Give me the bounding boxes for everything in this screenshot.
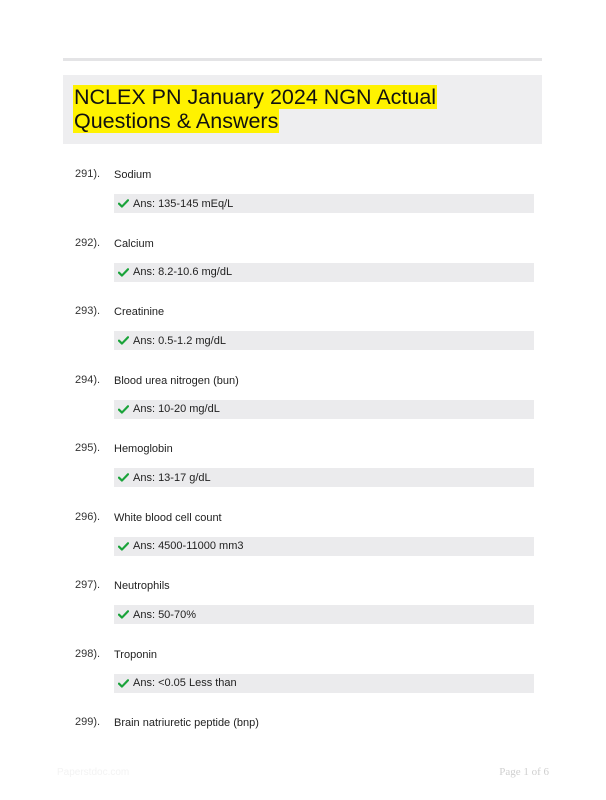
answer-box <box>114 605 534 624</box>
answer-text: Ans: 10-20 mg/dL <box>133 403 220 415</box>
checkmark-icon <box>118 405 129 414</box>
question-item <box>63 372 542 441</box>
question-item <box>63 577 542 646</box>
question-item <box>63 509 542 578</box>
question-text: White blood cell count <box>114 511 222 524</box>
page-title-text: NCLEX PN January 2024 NGN Actual Questions & Answers <box>74 85 437 133</box>
answer-box <box>114 400 534 419</box>
question-number: 297). <box>75 579 101 591</box>
answer-text: Ans: 4500-11000 mm3 <box>133 540 244 552</box>
answer-text: Ans: 135-145 mEq/L <box>133 197 234 210</box>
answer-box <box>114 468 534 487</box>
checkmark-icon <box>118 199 129 208</box>
checkmark-icon <box>118 268 129 277</box>
checkmark-icon <box>118 679 129 688</box>
title-banner <box>63 75 542 144</box>
question-item <box>63 235 542 304</box>
answer-text: Ans: 0.5-1.2 mg/dL <box>133 334 226 347</box>
question-number: 298). <box>75 647 101 660</box>
question-item <box>63 714 542 783</box>
question-number: 291). <box>75 168 101 180</box>
answer-box <box>114 194 534 213</box>
question-text: Troponin <box>114 648 158 661</box>
answer-box <box>114 537 534 556</box>
question-text: Calcium <box>114 237 154 250</box>
question-text: Creatinine <box>114 306 165 318</box>
question-number: 292). <box>75 236 101 249</box>
question-list <box>63 166 542 783</box>
question-item <box>63 166 542 235</box>
question-text: Blood urea nitrogen (bun) <box>114 374 239 387</box>
answer-text: Ans: 13-17 g/dL <box>133 471 211 484</box>
answer-text: Ans: 50-70% <box>133 608 196 621</box>
question-number: 293). <box>75 305 101 317</box>
page-title <box>73 85 532 133</box>
question-item <box>63 440 542 509</box>
question-number: 299). <box>75 716 101 728</box>
question-text: Hemoglobin <box>114 443 173 455</box>
question-item <box>63 303 542 372</box>
top-divider <box>63 58 542 61</box>
question-text: Brain natriuretic peptide (bnp) <box>114 717 259 729</box>
question-text: Sodium <box>114 169 152 181</box>
answer-box <box>114 263 534 282</box>
checkmark-icon <box>118 610 129 619</box>
question-number: 294). <box>75 373 101 386</box>
question-number: 295). <box>75 442 101 454</box>
answer-text: Ans: 8.2-10.6 mg/dL <box>133 266 233 278</box>
page-number: Page 1 of 6 <box>499 766 549 778</box>
answer-box <box>114 674 534 693</box>
answer-box <box>114 331 534 350</box>
footer-watermark: Paperstdoc.com <box>57 767 130 778</box>
question-item <box>63 646 542 715</box>
question-number: 296). <box>75 510 101 523</box>
checkmark-icon <box>118 473 129 482</box>
question-text: Neutrophils <box>114 580 170 592</box>
answer-text: Ans: <0.05 Less than <box>133 677 237 689</box>
checkmark-icon <box>118 336 129 345</box>
checkmark-icon <box>118 542 129 551</box>
